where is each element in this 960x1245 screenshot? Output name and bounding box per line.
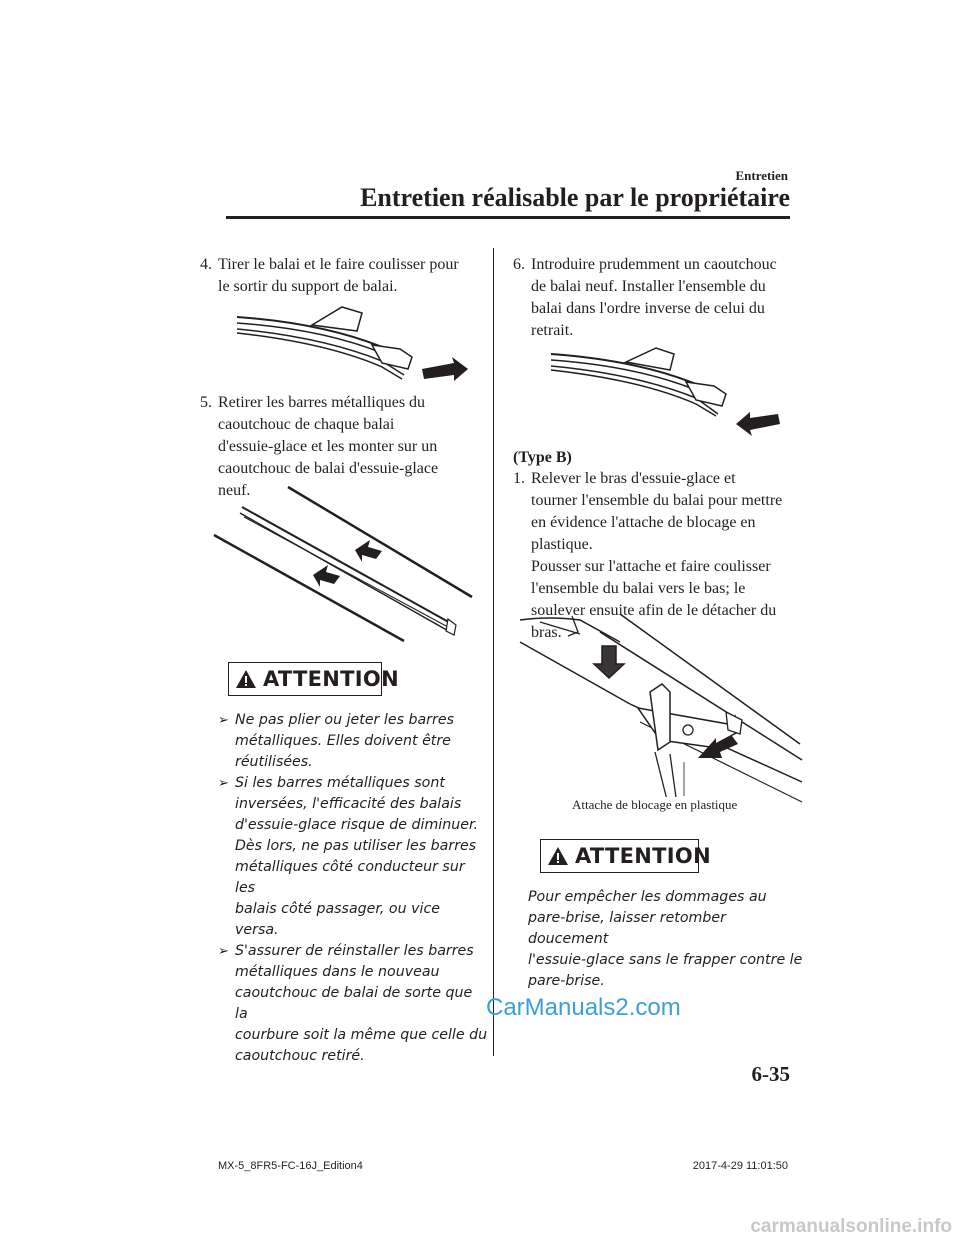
step-number: 5. [200,394,212,411]
step-6 [513,254,803,344]
warning-icon [235,669,257,689]
bullet-text: Si les barres métalliques sont inversées, l'efficacité des balais d'essuie-glace risque de diminuer. Dès lors, ne pas utiliser les barres métalliques côté conducteur sur les balais côté passager, ou vice versa. [235,775,478,938]
metal-bars-illustration [210,485,480,645]
step-4 [200,254,490,302]
footer-timestamp: 2017-4-29 11:01:50 [692,1160,788,1172]
attention-note: Pour empêcher les dommages au pare-brise, laisser retomber doucement l'essuie-glace sans le frapper contre le pare-brise. [528,889,803,989]
step-text: Introduire prudemment un caoutchouc de balai neuf. Installer l'ensemble du balai dans l'ordre inverse de celui du retrait. [531,256,777,339]
bullet-item [218,773,488,941]
attention-label: ATTENTION [575,844,711,868]
warning-icon [547,846,569,866]
figure-caption: Attache de blocage en plastique [572,797,738,812]
bullet-text: Ne pas plier ou jeter les barres métalliques. Elles doivent être réutilisées. [235,712,454,770]
page-title: Entretien réalisable par le propriétaire [360,183,790,212]
type-b-heading: (Type B) [513,449,572,466]
arrow-bullet-icon: ➢ [218,944,229,959]
bullet-item [218,710,488,773]
watermark-text: CarManuals2.com [486,994,681,1021]
page-number: 6-35 [751,1062,790,1086]
arrow-bullet-icon: ➢ [218,713,229,728]
wiper-arm-clip-illustration [520,612,805,822]
arrow-bullet-icon: ➢ [218,776,229,791]
step-number: 1. [513,470,525,487]
section-label: Entretien [735,168,788,183]
bullet-text: S'assurer de réinstaller les barres métalliques dans le nouveau caoutchouc de balai de sorte que la courbure soit la même que celle du caoutchouc retiré. [235,943,488,1064]
footer-site-watermark: carmanualsonline.info [750,1216,952,1237]
step-text: Retirer les barres métalliques du caoutchouc de chaque balai d'essuie-glace et les monter sur un caoutchouc de balai d'essuie-glace neuf. [218,394,439,499]
step-text: Tirer le balai et le faire coulisser pour le sortir du support de balai. [218,256,459,295]
attention-bullets [218,710,488,1067]
bullet-item [218,941,488,1067]
step-number: 6. [513,256,525,273]
wiper-blade-install-illustration [546,348,786,443]
attention-box [228,662,399,696]
wiper-blade-removal-illustration [232,305,472,390]
header-rule [226,216,790,219]
attention-box [540,839,711,873]
step-text: Relever le bras d'essuie-glace et tourner l'ensemble du balai pour mettre en évidence l'attache de blocage en plastique. Pousser sur l'attache et faire coulisser l'ensemble du balai vers le bas; le soulever ensuite afin de le détacher du bras. [531,470,783,641]
column-divider [493,248,494,1056]
step-number: 4. [200,256,212,273]
footer-doc-id: MX-5_8FR5-FC-16J_Edition4 [218,1160,363,1172]
attention-label: ATTENTION [263,667,399,691]
